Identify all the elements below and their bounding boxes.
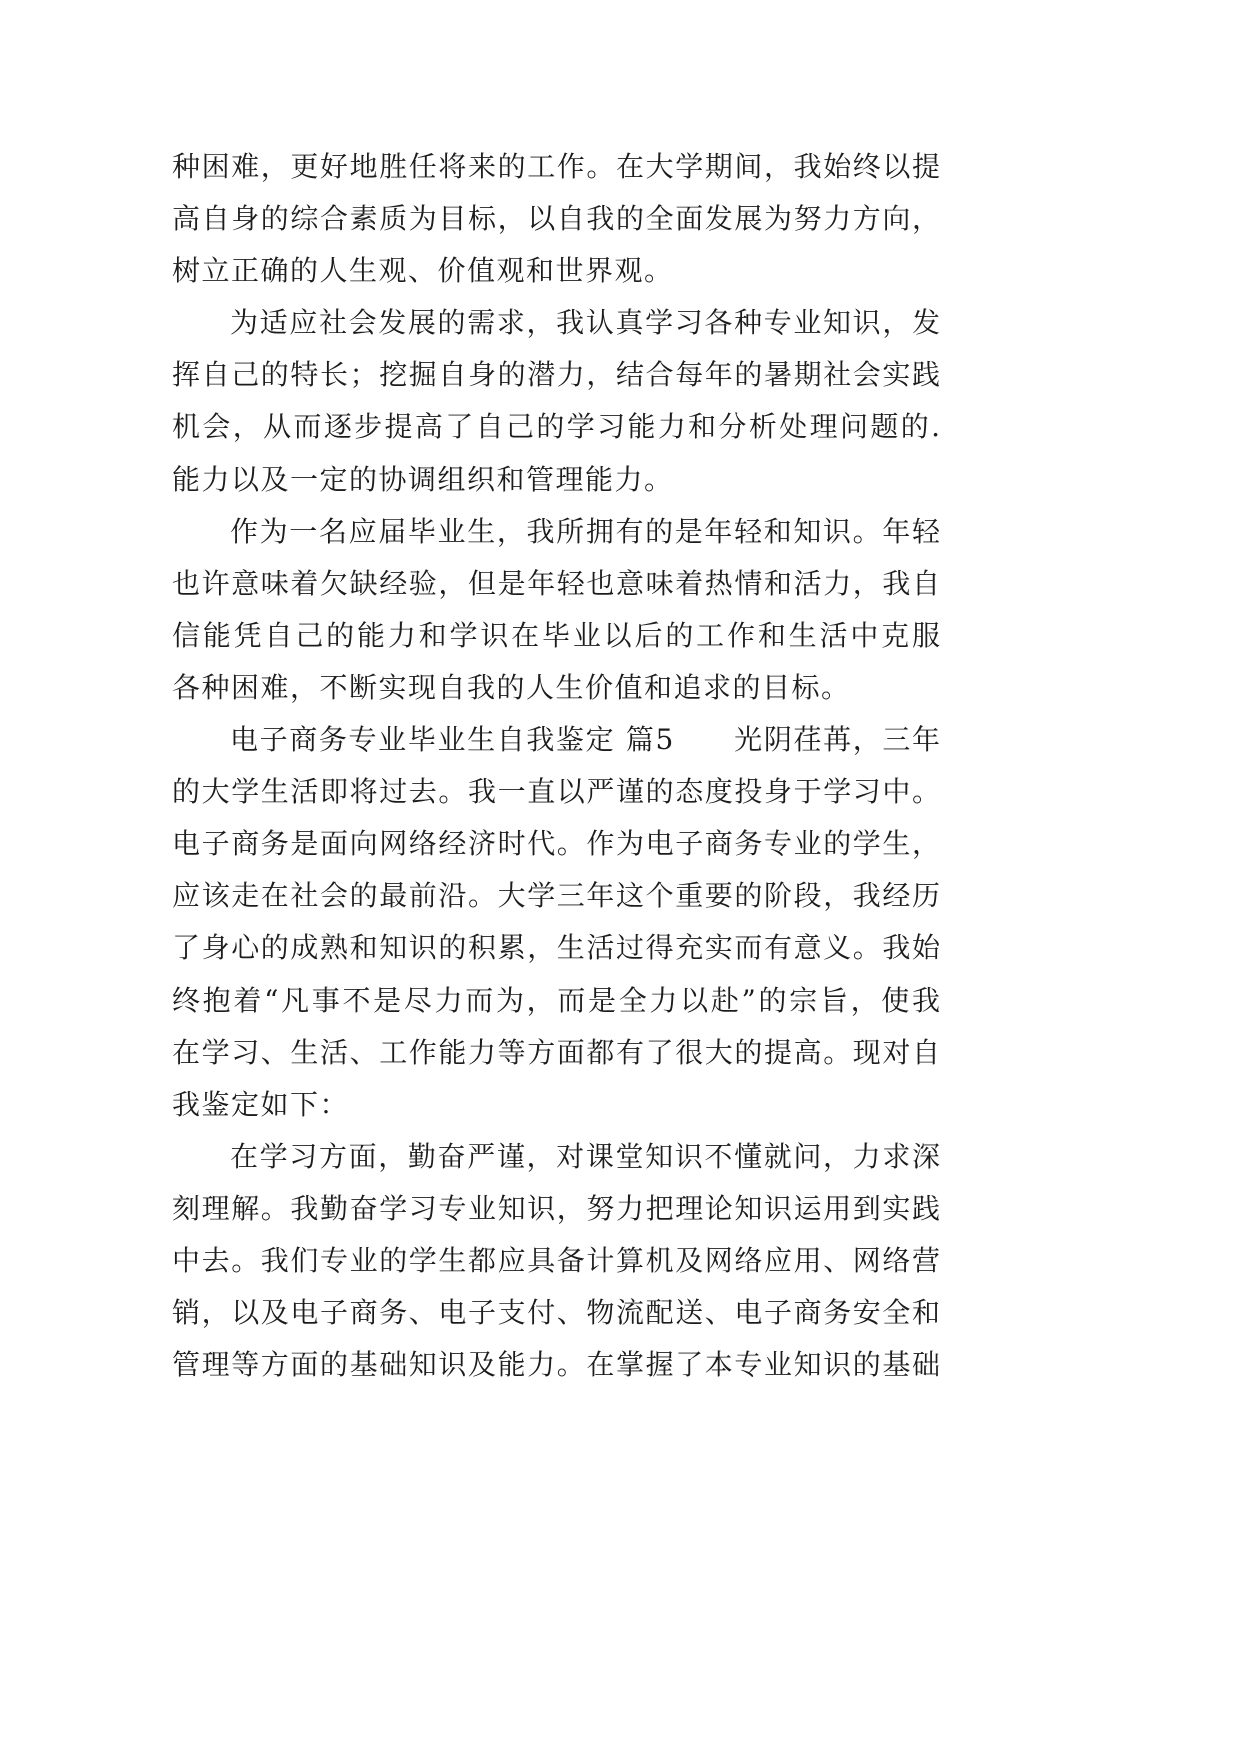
paragraph [172,297,940,505]
text-line: 在学习方面，勤奋严谨，对课堂知识不懂就问，力求深 [230,1139,940,1173]
text-line: 销，以及电子商务、电子支付、物流配送、电子商务安全和 [172,1296,940,1330]
paragraph [172,506,940,714]
text-line: 机会，从而逐步提高了自己的学习能力和分析处理问题的. [172,410,940,444]
paragraph [172,714,940,1131]
text-line: 刻理解。我勤奋学习专业知识，努力把理论知识运用到实践 [172,1191,940,1225]
text-line: 中去。我们专业的学生都应具备计算机及网络应用、网络营 [172,1243,940,1277]
text-line: 了身心的成熟和知识的积累，生活过得充实而有意义。我始 [172,931,940,965]
text-line: 终抱着“凡事不是尽力而为，而是全力以赴”的宗旨，使我 [172,983,940,1017]
text-line: 作为一名应届毕业生，我所拥有的是年轻和知识。年轻 [230,514,940,548]
text-line: 树立正确的人生观、价值观和世界观。 [172,254,674,288]
paragraph [172,141,940,297]
text-line: 电子商务是面向网络经济时代。作为电子商务专业的学生， [172,827,940,861]
text-line: 种困难，更好地胜任将来的工作。在大学期间，我始终以提 [172,150,940,183]
text-line: 为适应社会发展的需求，我认真学习各种专业知识，发 [230,306,940,340]
text-line: 我鉴定如下： [172,1087,350,1121]
text-line: 信能凭自己的能力和学识在毕业以后的工作和生活中克服 [172,618,940,652]
text-line: 在学习、生活、工作能力等方面都有了很大的提高。现对自 [172,1035,940,1069]
text-line: 能力以及一定的协调组织和管理能力。 [172,462,674,496]
text-line: 挥自己的特长；挖掘自身的潜力，结合每年的暑期社会实践 [172,358,940,392]
text-line: 电子商务专业毕业生自我鉴定 篇5 光阴荏苒，三年 [230,723,940,757]
paragraph [172,1131,940,1391]
text-line: 应该走在社会的最前沿。大学三年这个重要的阶段，我经历 [172,879,940,913]
text-line: 管理等方面的基础知识及能力。在掌握了本专业知识的基础 [172,1348,940,1382]
text-line: 各种困难，不断实现自我的人生价值和追求的目标。 [172,670,851,704]
text-line: 也许意味着欠缺经验，但是年轻也意味着热情和活力，我自 [172,566,940,600]
document-body [172,141,940,1391]
text-line: 高自身的综合素质为目标，以自我的全面发展为努力方向， [172,202,940,236]
text-line: 的大学生活即将过去。我一直以严谨的态度投身于学习中。 [172,775,940,809]
